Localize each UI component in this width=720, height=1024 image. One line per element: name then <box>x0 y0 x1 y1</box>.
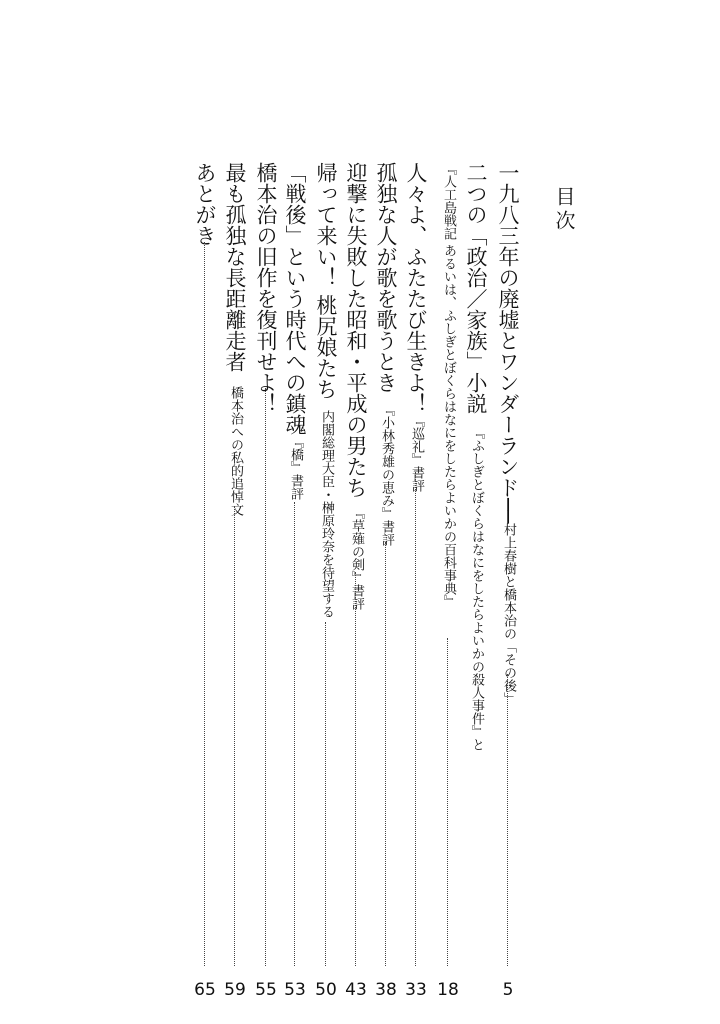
page-number: 43 <box>345 980 367 1000</box>
page-number: 38 <box>375 980 397 1000</box>
toc-entry[interactable] <box>219 162 251 1000</box>
entry-subtitle: 内閣総理大臣・榊原玲奈を待望する <box>319 409 334 618</box>
entry-title: 人々よ、ふたたび生きよ！ <box>404 162 428 414</box>
dot-leader <box>265 388 266 966</box>
dot-leader <box>447 638 448 966</box>
page-number: 33 <box>405 980 427 1000</box>
toc-entry[interactable] <box>250 162 282 1000</box>
entry-title: 帰って来い！ 桃尻娘たち <box>314 162 338 400</box>
entry-title: 橋本治の旧作を復刊せよ！ <box>254 162 278 414</box>
page-number: 18 <box>437 980 459 1000</box>
entry-title: 二つの「政治／家族」小説 <box>464 162 488 414</box>
toc-entry[interactable] <box>189 162 221 1000</box>
entry-subtitle: 『ふしぎとぼくらはなにをしたらよいかの殺人事件』と <box>469 426 484 751</box>
page-number: 50 <box>315 980 337 1000</box>
page-number: 55 <box>255 980 277 1000</box>
dot-leader <box>204 242 205 966</box>
toc-entry[interactable] <box>432 162 464 1000</box>
toc-entry[interactable] <box>492 162 524 1000</box>
page-number: 59 <box>224 980 246 1000</box>
toc-entry[interactable] <box>340 162 372 1000</box>
entry-title: 迎撃に失敗した昭和・平成の男たち <box>344 162 368 498</box>
entry-subtitle: 橋本治への私的追悼文 <box>228 386 243 516</box>
dot-leader <box>385 542 386 966</box>
entry-title: 「戦後」という時代への鎮魂 <box>283 162 307 435</box>
entry-title: 孤独な人が歌を歌うとき <box>374 162 398 393</box>
entry-subtitle: 『橋』書評 <box>288 435 303 500</box>
toc-entry[interactable] <box>400 162 432 1000</box>
entry-subtitle: 村上春樹と橋本治の「その後」 <box>501 523 516 706</box>
page-number: 53 <box>284 980 306 1000</box>
entry-title: あとがき <box>193 162 217 246</box>
entry-subtitle: 『草薙の剣』書評 <box>349 506 364 610</box>
entry-subtitle: 『巡礼』書評 <box>409 414 424 492</box>
toc-entry[interactable] <box>370 162 402 1000</box>
toc-entry[interactable] <box>460 162 492 842</box>
entry-subtitle: 『小林秀雄の恵み』書評 <box>379 403 394 546</box>
dot-leader <box>507 674 508 966</box>
toc-entry[interactable] <box>279 162 311 1000</box>
toc-entry[interactable] <box>310 162 342 1000</box>
entry-subtitle: 『人工島戦記 あるいは、ふしぎとぼくらはなにをしたらよいかの百科事典』 <box>441 162 456 609</box>
page-number: 5 <box>502 980 514 1000</box>
page-title: 目次 <box>552 186 576 234</box>
entry-title: 最も孤独な長距離走者 <box>223 162 247 372</box>
entry-title: 一九八三年の廃墟とワンダーランド── <box>496 162 520 524</box>
dot-leader <box>355 572 356 966</box>
dot-leader <box>294 502 295 966</box>
page-number: 65 <box>194 980 216 1000</box>
dot-leader <box>415 472 416 966</box>
dot-leader <box>234 506 235 966</box>
dot-leader <box>325 622 326 966</box>
